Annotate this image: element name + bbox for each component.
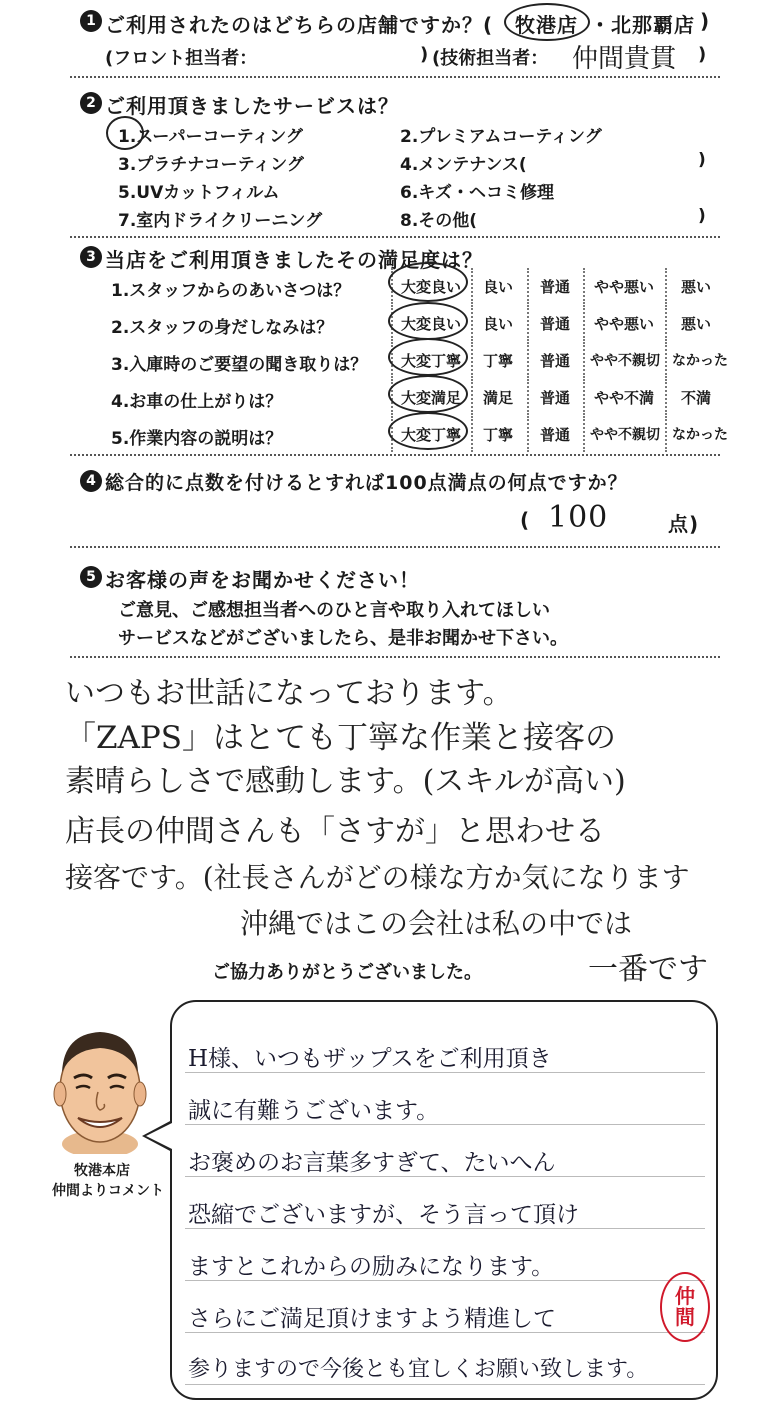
speech-bubble-tail-fill xyxy=(146,1123,172,1149)
stamp-char-2: 間 xyxy=(675,1305,695,1329)
rating-selection-circle xyxy=(388,412,468,450)
rating-option-somewhat-bad: やや不親切 xyxy=(590,427,660,443)
rating-row-label: 4.お車の仕上がりは？ xyxy=(111,392,283,412)
front-staff-label: (フロント担当者： xyxy=(105,48,258,69)
rating-option-very-good: 大変丁寧 xyxy=(400,426,461,444)
divider-2 xyxy=(70,236,720,238)
service-option-4: 4.メンテナンス( xyxy=(400,155,527,175)
customer-comment-line-1: いつもお世話になっております。 xyxy=(65,676,513,711)
divider-4 xyxy=(70,546,720,548)
question-5-number: 5 xyxy=(80,566,102,588)
reply-line-4: 恐縮でございますが、そう言って頂け xyxy=(188,1202,579,1228)
stamp-char-1: 仲 xyxy=(675,1284,695,1308)
divider-1 xyxy=(70,76,720,78)
thanks-message: ご協力ありがとうございました。 xyxy=(212,962,482,983)
rating-option-very-good: 大変丁寧 xyxy=(400,352,461,370)
question-1-close-paren: ) xyxy=(700,9,711,33)
rating-option-good: 丁寧 xyxy=(482,352,513,370)
question-5-sub-1: ご意見、ご感想担当者へのひと言や取り入れてほしい xyxy=(118,600,550,621)
service-option-8: 8.その他( xyxy=(400,211,478,231)
customer-comment-line-7: 一番です xyxy=(588,952,708,987)
reply-line-5: ますとこれからの励みになります。 xyxy=(188,1254,555,1280)
score-open-paren: ( xyxy=(520,508,531,532)
divider-5 xyxy=(70,656,720,658)
rating-option-normal: 普通 xyxy=(539,389,570,407)
rating-option-good: 丁寧 xyxy=(482,426,513,444)
rating-row-label: 3.入庫時のご要望の聞き取りは？ xyxy=(111,355,368,375)
rating-option-somewhat-bad: やや不親切 xyxy=(590,353,660,369)
rating-option-bad: 悪い xyxy=(680,278,711,296)
reply-line-3: お褒めのお言葉多すぎて、たいへん xyxy=(188,1150,556,1176)
rating-option-normal: 普通 xyxy=(539,352,570,370)
tech-staff-value: 仲間貴貫 xyxy=(572,44,677,74)
rating-option-normal: 普通 xyxy=(539,426,570,444)
rating-selection-circle xyxy=(388,375,468,413)
rating-option-normal: 普通 xyxy=(539,278,570,296)
service-option-6: 6.キズ・ヘコミ修理 xyxy=(400,183,554,203)
rating-selection-circle xyxy=(388,338,468,376)
rating-row-label: 2.スタッフの身だしなみは？ xyxy=(111,318,334,338)
question-2-number: 2 xyxy=(80,92,102,114)
rating-option-somewhat-bad: やや不満 xyxy=(593,389,654,407)
rating-option-bad: なかった xyxy=(672,353,728,369)
rating-option-bad: 不満 xyxy=(680,389,711,407)
customer-comment-line-5: 接客です。(社長さんがどの様な方か気になります xyxy=(65,861,690,894)
question-3-number: 3 xyxy=(80,246,102,268)
score-unit: 点) xyxy=(668,512,700,536)
rating-selection-circle xyxy=(388,302,468,340)
rating-option-somewhat-bad: やや悪い xyxy=(593,278,654,296)
rating-selection-circle xyxy=(388,262,468,302)
tech-staff-close: ) xyxy=(698,44,707,65)
rating-row-label: 5.作業内容の説明は？ xyxy=(111,429,283,449)
rating-option-very-good: 大変良い xyxy=(400,278,461,296)
rating-option-bad: 悪い xyxy=(680,315,711,333)
question-1-text: ご利用されたのはどちらの店舗ですか？( xyxy=(105,13,494,37)
question-3-text: 当店をご利用頂きましたその満足度は？ xyxy=(105,248,483,272)
question-1-number: 1 xyxy=(80,10,102,32)
customer-comment-line-6: 沖縄ではこの会社は私の中では xyxy=(240,907,633,940)
rating-option-very-good: 大変満足 xyxy=(400,389,461,407)
question-4-text: 総合的に点数を付けるとすれば100点満点の何点ですか？ xyxy=(105,472,628,494)
question-5-text: お客様の声をお聞かせください！ xyxy=(105,568,420,592)
customer-comment-line-2: 「ZAPS」はとても丁寧な作業と接客の xyxy=(65,720,617,756)
rating-option-somewhat-bad: やや悪い xyxy=(593,315,654,333)
service-option-2: 2.プレミアムコーティング xyxy=(400,127,602,147)
reply-line-6: さらにご満足頂けますよう精進して xyxy=(188,1306,556,1332)
name-seal-stamp xyxy=(660,1272,710,1342)
avatar-label-comment: 仲間よりコメント xyxy=(52,1183,164,1199)
rating-option-good: 良い xyxy=(482,315,513,333)
reply-line-7: 参りますので今後とも宜しくお願い致します。 xyxy=(188,1357,649,1382)
score-value: 100 xyxy=(548,500,609,535)
staff-avatar xyxy=(48,1020,152,1154)
question-4-number: 4 xyxy=(80,470,102,492)
service-option-7: 7.室内ドライクリーニング xyxy=(118,211,323,231)
service-option-3: 3.プラチナコーティング xyxy=(118,155,304,175)
question-5-sub-2: サービスなどがございましたら、是非お聞かせ下さい。 xyxy=(118,628,568,649)
avatar-ear-left xyxy=(54,1082,66,1106)
rating-option-good: 満足 xyxy=(482,389,513,407)
divider-3 xyxy=(70,454,720,456)
rating-option-good: 良い xyxy=(482,278,513,296)
store-option-makiminato: 牧港店 xyxy=(515,13,578,37)
reply-rule xyxy=(185,1384,705,1385)
service-option-4-close: ) xyxy=(698,150,706,170)
avatar-label-store: 牧港本店 xyxy=(74,1163,130,1179)
avatar-ear-right xyxy=(134,1082,146,1106)
reply-line-2: 誠に有難うございます。 xyxy=(188,1098,440,1124)
tech-staff-label: (技術担当者： xyxy=(432,48,549,69)
rating-option-bad: なかった xyxy=(672,427,728,443)
rating-row-label: 1.スタッフからのあいさつは？ xyxy=(111,281,351,301)
rating-option-very-good: 大変良い xyxy=(400,315,461,333)
store-option-kitanaha: ・北那覇店 xyxy=(590,13,695,37)
store-selection-circle xyxy=(504,3,590,41)
service-option-8-close: ) xyxy=(698,206,706,226)
service-selection-circle xyxy=(106,116,144,150)
customer-comment-line-3: 素晴らしさで感動します。(スキルが高い) xyxy=(65,764,626,799)
question-2-text: ご利用頂きましたサービスは？ xyxy=(105,94,399,118)
service-option-1: 1.スーパーコーティング xyxy=(118,127,303,147)
customer-comment-line-4: 店長の仲間さんも「さすが」と思わせる xyxy=(65,814,605,849)
service-option-5: 5.UVカットフィルム xyxy=(118,183,280,203)
rating-option-normal: 普通 xyxy=(539,315,570,333)
front-staff-close: ) xyxy=(420,44,429,65)
reply-line-1: H様、いつもザップスをご利用頂き xyxy=(188,1046,552,1072)
